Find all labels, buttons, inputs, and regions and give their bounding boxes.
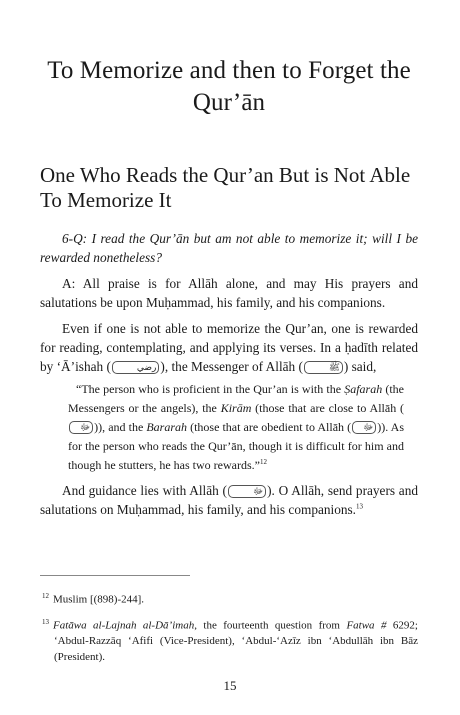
salallahu-alayhi-wasallam-icon: ﷺ	[304, 361, 343, 374]
quote-safarah: Ṣafarah	[344, 382, 383, 396]
quote-kiram: Kirām	[220, 401, 252, 415]
reward-text-1: Even if one is not able to memorize the Qur’an, one is rewarded for reading, contemplating, and applying its verses. In a ḥadīth related by ‘Ā’ishah (	[40, 321, 418, 374]
footnote-ref-12[interactable]: 12	[259, 458, 267, 466]
body-text	[40, 229, 418, 519]
allah-honorific-icon: ﷻ	[352, 421, 376, 434]
section-title: One Who Reads the Qur’an But is Not Able To Memorize It	[40, 163, 411, 212]
quote-bararah: Bararah	[146, 420, 188, 434]
footnote-text: 6292; ‘Abdul-Razzāq ‘Afifi (Vice-President), ‘Abdul-‘Azīz ibn ‘Abdullāh ibn Bāz (President).	[54, 619, 418, 664]
quote-text-3: (those that are close to Allāh (	[251, 401, 405, 415]
footnote-ref-13[interactable]: 13	[356, 502, 364, 511]
quote-text-5: (those that are obedient to Allāh (	[187, 420, 352, 434]
footnote-source-title: Fatāwa al-Lajnah al-Dā’imah	[53, 619, 195, 632]
reward-text-3: ) said,	[343, 359, 377, 374]
hadith-quote	[68, 380, 404, 475]
closing-text-2: ). O Allāh, send prayers and salutations on Muḥammad, his family, and his companions.	[40, 483, 418, 517]
footnote-13	[40, 614, 418, 666]
chapter-title: To Memorize and then to Forget the Qur’ān	[47, 57, 411, 116]
answer-paragraph: A: All praise is for Allāh alone, and may His prayers and salutations be upon Muḥammad, his family, and his companions.	[40, 276, 418, 310]
footnote-12	[40, 588, 418, 608]
quote-text-6: )). As for the person who reads the Qur’ān, though it is difficult for him and though he stutters, he has two rewards.”	[68, 420, 404, 472]
reward-paragraph	[40, 319, 418, 376]
page-number: 15	[223, 678, 237, 693]
allah-honorific-icon: ﷻ	[69, 421, 93, 434]
question-paragraph: 6-Q: I read the Qur’ān but am not able to memorize it; will I be rewarded nonetheless?	[40, 231, 418, 265]
quote-text-1: “The person who is proficient in the Qur’an is with the	[76, 382, 345, 396]
radiallahu-anha-icon: رضي	[112, 361, 160, 374]
allah-honorific-icon: ﷻ	[228, 485, 266, 498]
footnote-fatwa-label: Fatwa #	[346, 619, 387, 632]
quote-text-2: (the Messengers or the angels), the	[68, 382, 405, 415]
footnote-number: 13	[42, 617, 49, 626]
closing-text-1: And guidance lies with Allāh (	[62, 483, 227, 498]
quote-text-4: )), and the	[94, 420, 147, 434]
footnote-divider	[40, 575, 190, 576]
footnote-text: Muslim [(898)-244].	[53, 593, 145, 606]
footnote-text: , the fourteenth question from	[194, 619, 347, 632]
reward-text-2: ), the Messenger of Allāh (	[160, 359, 303, 374]
footnotes	[40, 575, 418, 671]
closing-paragraph	[40, 481, 418, 519]
footnote-number: 12	[42, 592, 49, 600]
